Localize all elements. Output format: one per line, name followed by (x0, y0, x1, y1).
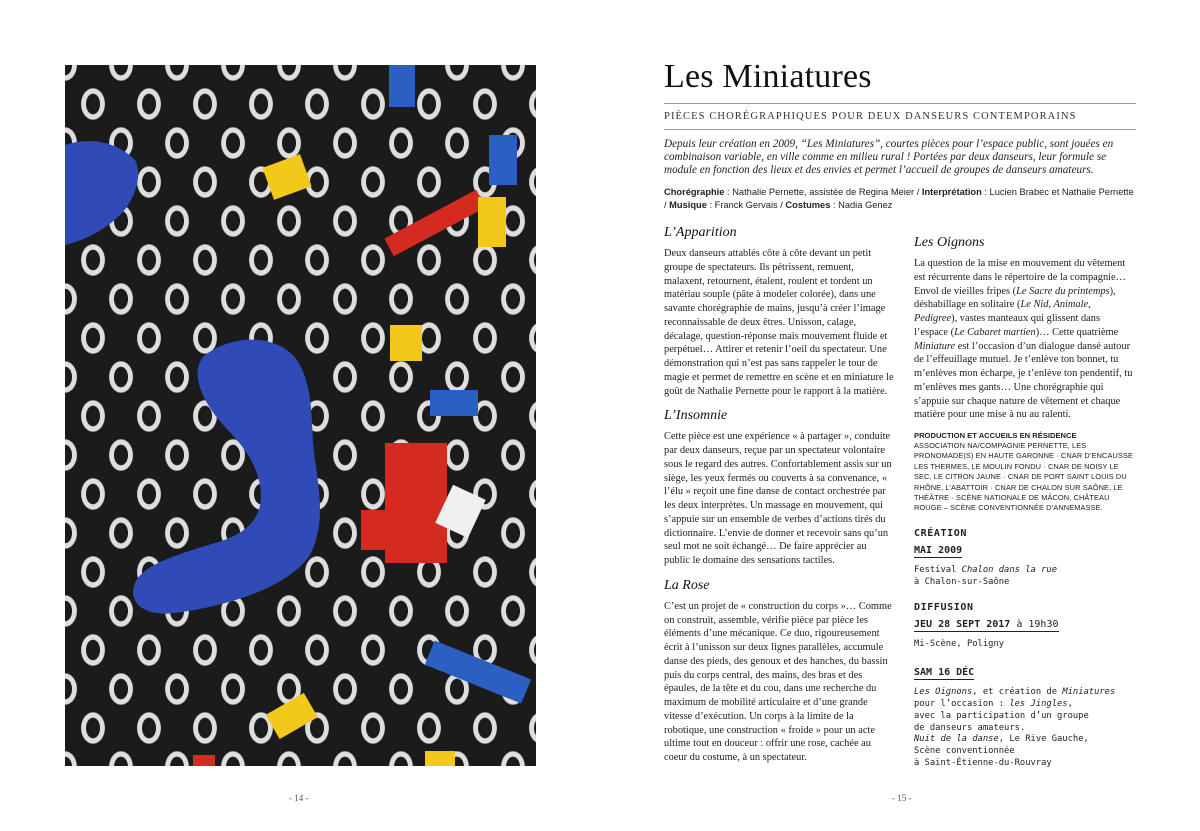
section-apparition (664, 224, 894, 398)
diffusion-date-1: JEU 28 SEPT 2017 à 19h30 (914, 619, 1059, 631)
sock-top (65, 141, 138, 245)
column-left (664, 224, 894, 774)
production-text: ASSOCIATION NA/COMPAGNIE PERNETTE, LES PRONOMADE(S) EN HAUTE GARONNE · CNAR D’ENCAUSSE LES THERMES, LE MOULIN FONDU · CNAR DE NOISY LE SEC, LE CITRON JAUNE · CNAR DE PORT SAINT LOUIS DU RHÔNE, L’ABATTOIR · CNAR DE CHALON SUR SAÔNE, LE THÉÂTRE · SCÈNE NATIONALE DE MÂCON, CHÂTEAU ROUGE – SCÈNE CONVENTIONNÉE D’ANNEMASSE. (914, 441, 1134, 513)
brick-red-small (361, 510, 393, 550)
photo-objects (65, 65, 536, 766)
credit-value: : Lucien Brabec et Nathalie Pernette / (664, 187, 1134, 210)
brick-yellow-4 (266, 693, 318, 739)
creation-info: Festival Chalon dans la rue à Chalon-sur-Saône (914, 564, 1058, 587)
brick-red-long (384, 190, 485, 256)
brick-blue-bottom (425, 640, 531, 703)
section-text-oignons: La question de la mise en mouvement du vêtement est récurrente dans le répertoire de la compagnie… Envol de vieilles fripes (Le Sacre du printemps), déshabillage en solitaire (Le Nid, Animale, Pedigree), vastes manteaux qui glissent dans l’espace (Le Cabaret martien)… Cette quatrième Miniature est l’occasion d’un dialogue dansé autour de l’effeuillage mutuel. Je t’enlève ton bonnet, tu m’enlèves mon écharpe, je t’enlève ton pendentif, tu m’enlèves mes gants… Une chorégraphie qui s’appuie sur chaque nature de vêtement et chaque matière pour une mise à nu au ralenti. (914, 258, 1133, 421)
section-rose (664, 577, 894, 765)
diffusion-info-2: Les Oignons, et création de Miniatures pour l’occasion : les Jingles, avec la participation d’un groupe de danseurs amateurs. Nuit de la danse, Le Rive Gauche, Scène conventionnée à Saint-Étienne-du-Rouvray (914, 687, 1116, 769)
section-text: Cette pièce est une expérience « à partager », conduite par deux danseurs, reçue par un spectateur volontaire sous le regard des autres. Confortablement assis sur un siège, les yeux fermés ou couverts à sa convenance, « l’élu » reçoit une fine danse de contact orchestrée par les deux interprètes. Un massage en mouvement, qui s’appuie sur un ensemble de verbes d’actions tirés du dictionnaire. L’envie de donner et recevoir sans qu’un seul mot ne soit échangé… De faire apprécier au public le domaine des sensations tactiles. (664, 431, 892, 566)
credit-value: : Franck Gervais / (706, 199, 786, 210)
brick-yellow-5 (425, 751, 455, 766)
section-heading: L’Insomnie (664, 408, 728, 424)
diffusion-label: DIFFUSION (914, 602, 974, 614)
page-title: Les Miniatures (664, 58, 872, 95)
credit-label: Chorégraphie (664, 187, 725, 197)
sock-main (133, 340, 320, 614)
brick-yellow-2 (478, 197, 506, 247)
subtitle: PIÈCES CHORÉGRAPHIQUES POUR DEUX DANSEURS CONTEMPORAINS (664, 111, 1077, 122)
section-heading: L’Apparition (664, 225, 737, 240)
diffusion-date-2: SAM 16 DÉC (914, 667, 975, 679)
subtitle-rule (664, 129, 1136, 130)
brick-blue-right (489, 135, 517, 185)
section-text: Deux danseurs attablés côte à côte devant un petit groupe de spectateurs. Ils pétrissent, remuent, malaxent, retournent, étalent, roulent et tordent un matériau souple (pâte à modeler colorée), dans une savante chorégraphie de mains, jusqu’à créer l’image reconnaissable de deux êtres. Unisson, calage, décalage, question-réponse mais mouvement fluide et perpétuel… Attirer et retenir l’oeil du spectateur. Une démonstration qui n’est pas sans rappeler le tour de magie et permet de remettre en scène et en miniature le goût de Nathalie Pernette pour le rapport à la matière. (664, 248, 894, 397)
credit-value: : Nadia Genez (830, 199, 893, 210)
brick-blue-mid (430, 390, 478, 416)
section-insomnie (664, 407, 894, 568)
production-heading: PRODUCTION ET ACCUEILS EN RÉSIDENCE (914, 431, 1077, 440)
section-heading: La Rose (664, 577, 710, 593)
credit-label: Costumes (785, 199, 831, 210)
credits (664, 186, 1136, 211)
brick-red-big (385, 443, 447, 563)
page-number-right: - 15 - (892, 793, 912, 803)
title-rule (664, 103, 1136, 104)
credit-label: Interprétation (921, 187, 982, 197)
section-text: C’est un projet de « construction du corps »… Comme on construit, assemble, vérifie pièce par pièce les éléments d’une mécanique. Ce duo, rigoureusement écrit à l’unisson sur deux lignes parallèles, accumule danse des pieds, des genoux et des hanches, du bassin puis du corps central, des mains, des bras et des épaules, de la tête et du cou, dans une recherche du maximum de mobilité articulaire et d’une grande vitesse d’exécution. Un corps à la limite de la robotique, une construction « froide » pour un acte ultime tout en douceur : offrir une rose, cachée au coeur du costume, à un spectateur. (664, 600, 892, 763)
brick-blue-top (389, 65, 415, 107)
brick-red-corner (193, 755, 215, 766)
brick-yellow-1 (262, 154, 311, 200)
credit-label: Musique (669, 199, 707, 210)
creation-label: CRÉATION (914, 527, 967, 539)
cover-photo (65, 65, 536, 766)
page-number-left: - 14 - (289, 793, 309, 803)
brick-yellow-3 (390, 325, 422, 361)
section-heading-oignons: Les Oignons (914, 235, 985, 250)
intro-paragraph: Depuis leur création en 2009, “Les Miniatures”, courtes pièces pour l’espace public, sont jouées en combinaison variable, en ville comme en milieu rural ! Portées par deux danseurs, leur formule se module en fonction des lieux et des envies et permet l’accueil de groupes de danseurs amateurs. (664, 138, 1114, 177)
credit-value: : Nathalie Pernette, assistée de Regina Meier / (724, 187, 922, 197)
column-right (914, 234, 1136, 770)
diffusion-venue-1: Mi-Scène, Poligny (914, 639, 1005, 650)
creation-date: MAI 2009 (914, 544, 963, 556)
